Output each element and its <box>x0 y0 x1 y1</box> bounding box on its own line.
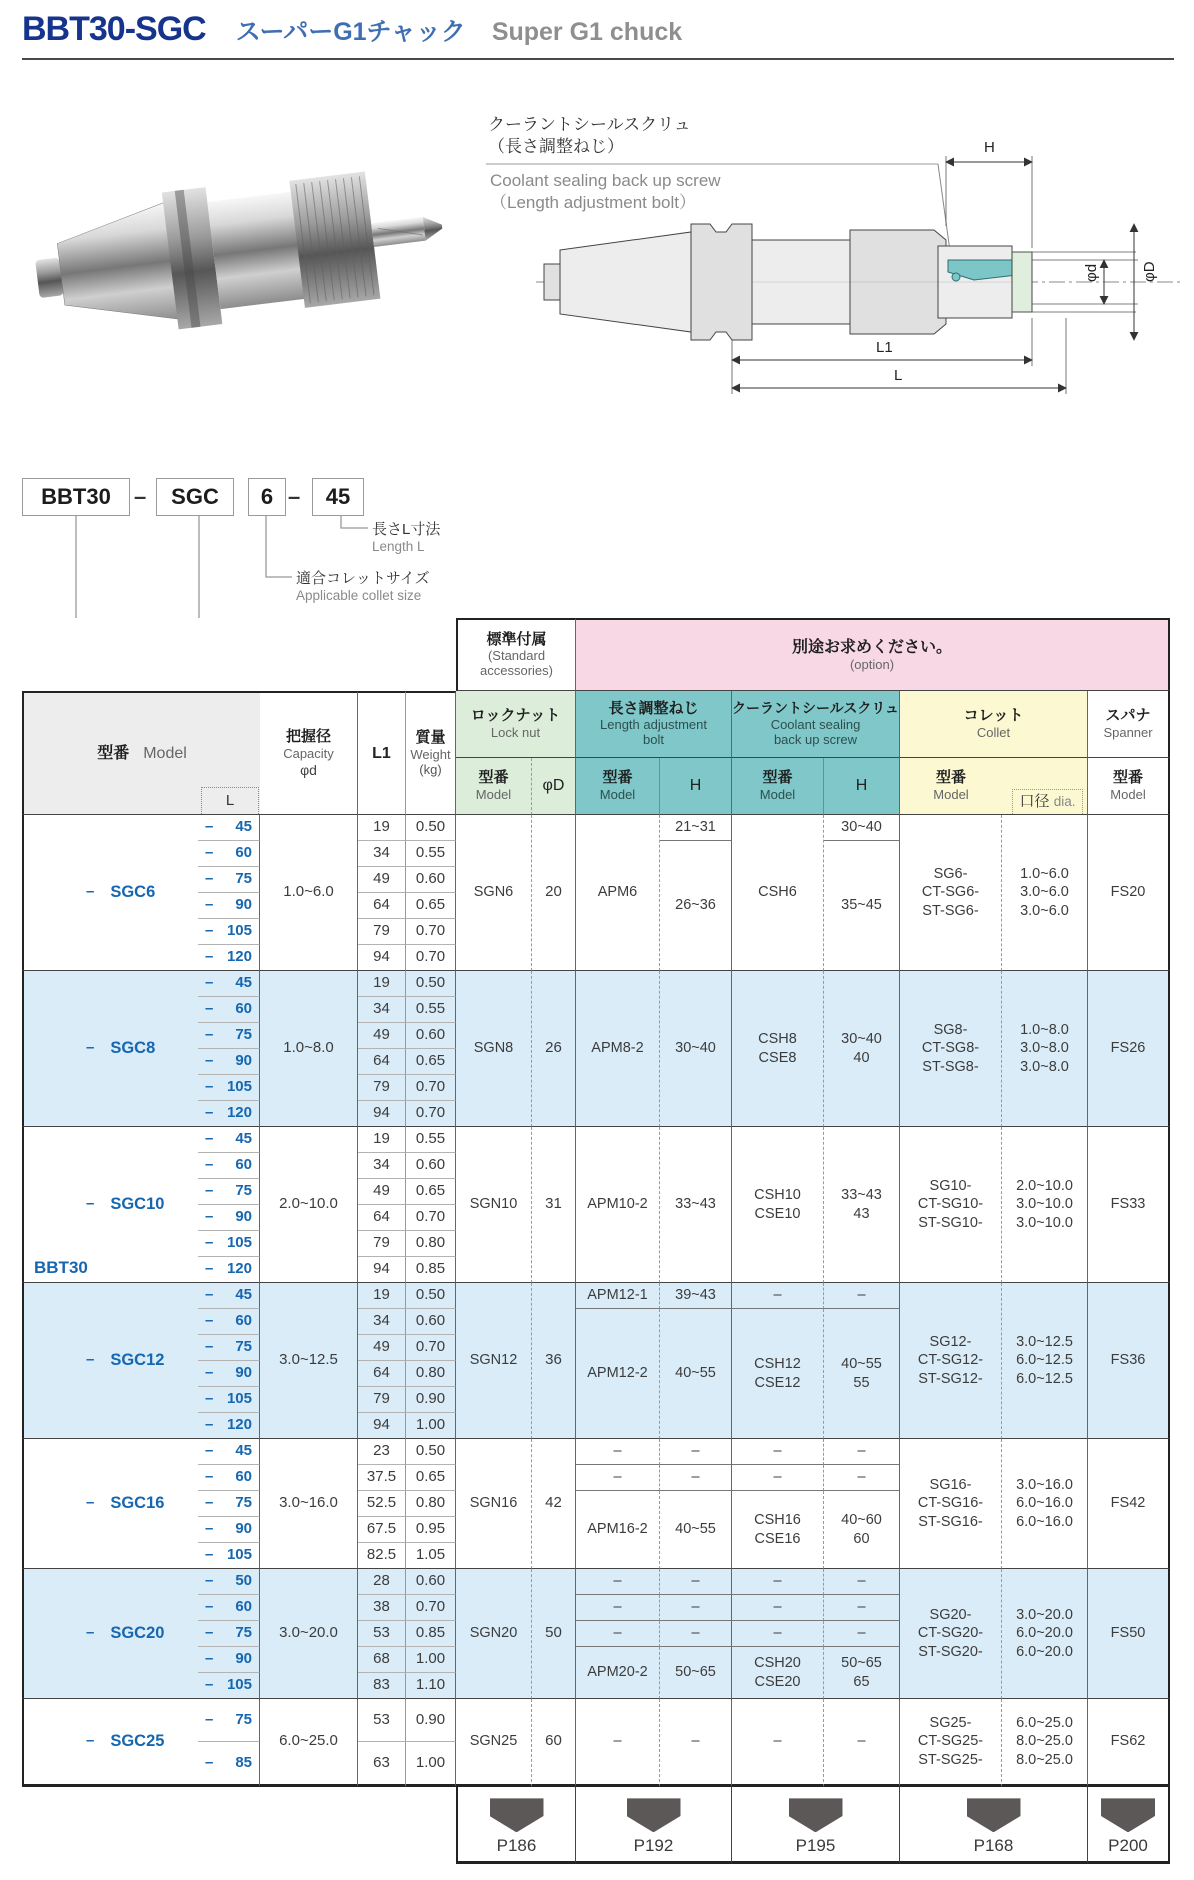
weight-value: 0.70 <box>406 1595 456 1621</box>
csh-h-value: 40~55 55 <box>824 1309 900 1439</box>
apm-h-value: 40~55 <box>660 1309 732 1439</box>
apm-model-value: APM16-2 <box>576 1491 660 1569</box>
length-l-value: – 90 <box>198 1049 260 1075</box>
csh-model-value: CSH20 CSE20 <box>732 1647 824 1699</box>
spanner-model-value: FS42 <box>1088 1439 1170 1569</box>
adjust-bolt-group-header: 長さ調整ねじ Length adjustment bolt <box>576 691 732 758</box>
csh-model-value: CSH10 CSE10 <box>732 1127 824 1283</box>
weight-value: 0.70 <box>406 1101 456 1127</box>
callout-en-line1: Coolant sealing back up screw <box>490 171 721 190</box>
coolant-screw-group-header: クーラントシールスクリュ Coolant sealing back up screw <box>732 691 900 758</box>
weight-value: 0.60 <box>406 1309 456 1335</box>
collet-dias-value: 1.0~6.0 3.0~6.0 3.0~6.0 <box>1002 815 1088 971</box>
page-title <box>22 10 1174 49</box>
csh-h-value: – <box>824 1699 900 1787</box>
standard-accessories-header: 標準付属 (Standard accessories) <box>456 618 576 691</box>
csh-h-value: – <box>824 1569 900 1595</box>
apm-h-value: – <box>660 1699 732 1787</box>
model-name: – SGC16 <box>22 1439 198 1569</box>
accessory-band <box>22 618 1170 691</box>
l1-value: 64 <box>358 1049 406 1075</box>
length-l-value: – 60 <box>198 1465 260 1491</box>
l1-value: 34 <box>358 841 406 867</box>
length-l-value: – 85 <box>198 1742 260 1787</box>
weight-value: 1.05 <box>406 1543 456 1569</box>
svg-text:φD: φD <box>1141 261 1158 282</box>
apm-model-value: – <box>576 1439 660 1465</box>
collet-models-value: SG10- CT-SG10- ST-SG10- <box>900 1127 1002 1283</box>
weight-value: 0.60 <box>406 1153 456 1179</box>
csh-h-value: – <box>824 1283 900 1309</box>
length-l-value: – 90 <box>198 1517 260 1543</box>
apm-h-value: 21~31 <box>660 815 732 841</box>
spec-table <box>22 618 1170 1864</box>
csh-h-value: 30~40 40 <box>824 971 900 1127</box>
order-box-collet-size: 6 <box>248 478 286 516</box>
weight-value: 0.70 <box>406 1205 456 1231</box>
callout-collet-size: 適合コレットサイズ Applicable collet size <box>296 570 430 603</box>
spanner-model-value: FS33 <box>1088 1127 1170 1283</box>
apm-model-value: – <box>576 1569 660 1595</box>
order-box-series: SGC <box>156 478 234 516</box>
length-l-value: – 60 <box>198 1595 260 1621</box>
apm-h-value: – <box>660 1465 732 1491</box>
csh-h-value: 50~65 65 <box>824 1647 900 1699</box>
l1-value: 38 <box>358 1595 406 1621</box>
l1-value: 64 <box>358 1361 406 1387</box>
l1-value: 94 <box>358 1257 406 1283</box>
apm-model-value: – <box>576 1595 660 1621</box>
locknut-model-subheader: 型番 Model <box>456 758 532 815</box>
spanner-model-value: FS50 <box>1088 1569 1170 1699</box>
weight-value: 0.70 <box>406 1335 456 1361</box>
l1-value: 19 <box>358 1283 406 1309</box>
collet-models-value: SG20- CT-SG20- ST-SG20- <box>900 1569 1002 1699</box>
page-ref-number: P192 <box>633 1836 674 1856</box>
page-ref-banner-icon <box>627 1798 681 1832</box>
weight-value: 0.65 <box>406 1465 456 1491</box>
l1-value: 37.5 <box>358 1465 406 1491</box>
column-group-header <box>22 691 1170 758</box>
spanner-model-value: FS20 <box>1088 815 1170 971</box>
locknut-phiD-value: 31 <box>532 1127 576 1283</box>
l1-value: 49 <box>358 1023 406 1049</box>
page-reference-cell <box>732 1787 900 1864</box>
apm-model-value: APM6 <box>576 815 660 971</box>
collet-models-value: SG8- CT-SG8- ST-SG8- <box>900 971 1002 1127</box>
l1-value: 83 <box>358 1673 406 1699</box>
model-name: – SGC8 <box>22 971 198 1127</box>
page-reference-cell <box>1088 1787 1170 1864</box>
page-reference-cell <box>576 1787 732 1864</box>
apm-h-value: 26~36 <box>660 841 732 971</box>
apm-model-value: APM10-2 <box>576 1127 660 1283</box>
spanner-model-value: FS26 <box>1088 971 1170 1127</box>
l-column-label: L <box>201 787 259 814</box>
length-l-value: – 60 <box>198 841 260 867</box>
weight-value: 0.80 <box>406 1361 456 1387</box>
model-name: – SGC25 <box>22 1699 198 1787</box>
weight-value: 0.60 <box>406 1023 456 1049</box>
spec-row-SGC12-45 <box>22 1283 1170 1309</box>
page-ref-number: P186 <box>496 1836 537 1856</box>
capacity-header: 把握径 Capacity φd <box>260 691 358 815</box>
l1-value: 79 <box>358 1075 406 1101</box>
model-name: – SGC12 <box>22 1283 198 1439</box>
length-l-value: – 120 <box>198 1413 260 1439</box>
length-l-value: – 105 <box>198 1543 260 1569</box>
csh-model-value: – <box>732 1621 824 1647</box>
collet-models-value: SG16- CT-SG16- ST-SG16- <box>900 1439 1002 1569</box>
locknut-group-header: ロックナット Lock nut <box>456 691 576 758</box>
locknut-model-value: SGN25 <box>456 1699 532 1787</box>
weight-value: 1.00 <box>406 1413 456 1439</box>
length-l-value: – 45 <box>198 1439 260 1465</box>
length-l-value: – 50 <box>198 1569 260 1595</box>
weight-value: 0.50 <box>406 971 456 997</box>
csh-model-value: CSH6 <box>732 815 824 971</box>
csh-model-value: – <box>732 1699 824 1787</box>
collet-models-value: SG6- CT-SG6- ST-SG6- <box>900 815 1002 971</box>
page-reference-cell <box>900 1787 1088 1864</box>
spec-row-SGC20-50 <box>22 1569 1170 1595</box>
svg-text:φd: φd <box>1083 263 1100 282</box>
csh-model-value: – <box>732 1465 824 1491</box>
l1-value: 34 <box>358 1309 406 1335</box>
order-dash-2: – <box>288 484 301 509</box>
l1-value: 94 <box>358 945 406 971</box>
length-l-value: – 120 <box>198 1257 260 1283</box>
collet-dias-value: 3.0~20.0 6.0~20.0 6.0~20.0 <box>1002 1569 1088 1699</box>
weight-value: 0.70 <box>406 1075 456 1101</box>
l1-value: 79 <box>358 919 406 945</box>
collet-dias-value: 3.0~16.0 6.0~16.0 6.0~16.0 <box>1002 1439 1088 1569</box>
l1-value: 34 <box>358 997 406 1023</box>
weight-value: 0.95 <box>406 1517 456 1543</box>
length-l-value: – 45 <box>198 1283 260 1309</box>
apm-model-value: APM8-2 <box>576 971 660 1127</box>
l1-header: L1 <box>358 691 406 815</box>
length-l-value: – 60 <box>198 1309 260 1335</box>
l1-value: 53 <box>358 1699 406 1742</box>
l1-value: 94 <box>358 1101 406 1127</box>
weight-value: 0.70 <box>406 919 456 945</box>
apm-h-value: – <box>660 1439 732 1465</box>
collet-models-value: SG12- CT-SG12- ST-SG12- <box>900 1283 1002 1439</box>
length-l-value: – 45 <box>198 971 260 997</box>
apm-model-value: – <box>576 1621 660 1647</box>
capacity-range: 3.0~16.0 <box>260 1439 358 1569</box>
weight-value: 1.00 <box>406 1742 456 1787</box>
order-dash-1: – <box>134 484 147 509</box>
capacity-range: 3.0~12.5 <box>260 1283 358 1439</box>
length-l-value: – 120 <box>198 945 260 971</box>
collet-dias-value: 1.0~8.0 3.0~8.0 3.0~8.0 <box>1002 971 1088 1127</box>
length-l-value: – 105 <box>198 1231 260 1257</box>
order-box-length: 45 <box>312 478 364 516</box>
l1-value: 82.5 <box>358 1543 406 1569</box>
apm-h-value: 30~40 <box>660 971 732 1127</box>
dia-label-box: 口径 dia. <box>1012 789 1083 814</box>
weight-value: 0.70 <box>406 945 456 971</box>
csh-model-value: – <box>732 1283 824 1309</box>
shank-size-row-label: BBT30 <box>34 1258 88 1277</box>
capacity-range: 6.0~25.0 <box>260 1699 358 1787</box>
l1-value: 53 <box>358 1621 406 1647</box>
weight-value: 0.80 <box>406 1491 456 1517</box>
length-l-value: – 75 <box>198 1335 260 1361</box>
apm-model-subheader: 型番 Model <box>576 758 660 815</box>
length-l-value: – 90 <box>198 1647 260 1673</box>
csh-h-value: – <box>824 1595 900 1621</box>
locknut-model-value: SGN12 <box>456 1283 532 1439</box>
tool-holder-photo <box>29 159 450 346</box>
length-l-value: – 60 <box>198 997 260 1023</box>
locknut-model-value: SGN6 <box>456 815 532 971</box>
length-l-value: – 90 <box>198 1205 260 1231</box>
spanner-model-value: FS36 <box>1088 1283 1170 1439</box>
length-l-value: – 105 <box>198 1075 260 1101</box>
model-name: – SGC10 <box>22 1127 198 1283</box>
page-ref-number: P168 <box>973 1836 1014 1856</box>
dim-h <box>946 139 1032 248</box>
length-l-value: – 120 <box>198 1101 260 1127</box>
spec-row-SGC25-75 <box>22 1699 1170 1742</box>
page-ref-banner-icon <box>490 1798 544 1832</box>
l1-value: 52.5 <box>358 1491 406 1517</box>
locknut-model-value: SGN8 <box>456 971 532 1127</box>
spec-row-SGC6-45 <box>22 815 1170 841</box>
product-photo <box>20 100 450 400</box>
capacity-range: 3.0~20.0 <box>260 1569 358 1699</box>
holder-section <box>544 224 1032 340</box>
weight-value: 0.85 <box>406 1621 456 1647</box>
apm-h-value: – <box>660 1595 732 1621</box>
apm-h-value: 39~43 <box>660 1283 732 1309</box>
spec-row-SGC8-45 <box>22 971 1170 997</box>
l1-value: 63 <box>358 1742 406 1787</box>
apm-h-value: 33~43 <box>660 1127 732 1283</box>
length-l-value: – 105 <box>198 919 260 945</box>
callout-en-line2: （Length adjustment bolt） <box>490 193 697 212</box>
page-reference-row <box>22 1787 1170 1864</box>
svg-text:L: L <box>894 367 903 384</box>
csh-h-value: – <box>824 1621 900 1647</box>
weight-value: 0.80 <box>406 1231 456 1257</box>
weight-value: 0.90 <box>406 1699 456 1742</box>
length-l-value: – 90 <box>198 893 260 919</box>
spec-row-SGC10-45 <box>22 1127 1170 1153</box>
collet-dia-subheader <box>1002 758 1088 815</box>
length-l-value: – 75 <box>198 1179 260 1205</box>
page-ref-number: P200 <box>1108 1836 1148 1856</box>
title-model-code: BBT30-SGC <box>22 10 206 48</box>
capacity-range: 1.0~6.0 <box>260 815 358 971</box>
l1-value: 19 <box>358 815 406 841</box>
locknut-phiD-value: 42 <box>532 1439 576 1569</box>
weight-value: 0.60 <box>406 867 456 893</box>
page-ref-banner-icon <box>1101 1798 1155 1832</box>
locknut-phiD-value: 60 <box>532 1699 576 1787</box>
length-l-value: – 60 <box>198 1153 260 1179</box>
collet-models-value: SG25- CT-SG25- ST-SG25- <box>900 1699 1002 1787</box>
collet-model-subheader: 型番 Model <box>900 758 1002 815</box>
l1-value: 79 <box>358 1387 406 1413</box>
csh-h-value: – <box>824 1439 900 1465</box>
weight-value: 0.65 <box>406 893 456 919</box>
length-l-value: – 105 <box>198 1387 260 1413</box>
apm-model-value: – <box>576 1465 660 1491</box>
csh-h-value: 30~40 <box>824 815 900 841</box>
length-l-value: – 75 <box>198 867 260 893</box>
weight-value: 0.60 <box>406 1569 456 1595</box>
csh-model-value: CSH16 CSE16 <box>732 1491 824 1569</box>
capacity-range: 1.0~8.0 <box>260 971 358 1127</box>
length-l-value: – 45 <box>198 815 260 841</box>
apm-model-value: APM12-1 <box>576 1283 660 1309</box>
title-english: Super G1 chuck <box>491 18 683 46</box>
csh-h-value: 40~60 60 <box>824 1491 900 1569</box>
collet-dias-value: 6.0~25.0 8.0~25.0 8.0~25.0 <box>1002 1699 1088 1787</box>
apm-model-value: APM20-2 <box>576 1647 660 1699</box>
spanner-model-value: FS62 <box>1088 1699 1170 1787</box>
csh-h-subheader: H <box>824 758 900 815</box>
model-name: – SGC20 <box>22 1569 198 1699</box>
page-reference-cell <box>456 1787 576 1864</box>
csh-model-subheader: 型番 Model <box>732 758 824 815</box>
l1-value: 19 <box>358 971 406 997</box>
collet-group-header: コレット Collet <box>900 691 1088 758</box>
csh-h-value: – <box>824 1465 900 1491</box>
spanner-model-subheader: 型番 Model <box>1088 758 1170 815</box>
locknut-model-value: SGN10 <box>456 1127 532 1283</box>
callout-length-l: 長さL寸法 Length L <box>372 521 441 554</box>
l1-value: 49 <box>358 867 406 893</box>
weight-value: 0.50 <box>406 1439 456 1465</box>
weight-value: 1.00 <box>406 1647 456 1673</box>
l1-value: 64 <box>358 893 406 919</box>
apm-model-value: – <box>576 1699 660 1787</box>
locknut-model-value: SGN20 <box>456 1569 532 1699</box>
l1-value: 94 <box>358 1413 406 1439</box>
locknut-phiD-value: 50 <box>532 1569 576 1699</box>
locknut-phiD-subheader: φD <box>532 758 576 815</box>
title-japanese: スーパーG1チャック <box>235 18 466 46</box>
l1-value: 49 <box>358 1179 406 1205</box>
model-column-header: 型番 Model L <box>22 691 260 815</box>
apm-h-subheader: H <box>660 758 732 815</box>
spec-row-SGC16-45 <box>22 1439 1170 1465</box>
collet-dias-value: 3.0~12.5 6.0~12.5 6.0~12.5 <box>1002 1283 1088 1439</box>
page-ref-number: P195 <box>795 1836 836 1856</box>
weight-value: 0.65 <box>406 1049 456 1075</box>
l1-value: 49 <box>358 1335 406 1361</box>
l1-value: 64 <box>358 1205 406 1231</box>
option-header: 別途お求めください。 (option) <box>576 618 1170 691</box>
weight-value: 0.85 <box>406 1257 456 1283</box>
weight-value: 1.10 <box>406 1673 456 1699</box>
capacity-range: 2.0~10.0 <box>260 1127 358 1283</box>
svg-text:H: H <box>984 139 995 156</box>
weight-value: 0.55 <box>406 841 456 867</box>
spanner-group-header: スパナ Spanner <box>1088 691 1170 758</box>
length-l-value: – 90 <box>198 1361 260 1387</box>
weight-value: 0.50 <box>406 815 456 841</box>
weight-header: 質量 Weight (kg) <box>406 691 456 815</box>
length-l-value: – 75 <box>198 1023 260 1049</box>
l1-value: 79 <box>358 1231 406 1257</box>
locknut-phiD-value: 20 <box>532 815 576 971</box>
weight-value: 0.55 <box>406 997 456 1023</box>
technical-drawing <box>486 104 1194 410</box>
length-l-value: – 75 <box>198 1621 260 1647</box>
locknut-phiD-value: 26 <box>532 971 576 1127</box>
weight-value: 0.55 <box>406 1127 456 1153</box>
page-ref-banner-icon <box>789 1798 843 1832</box>
length-l-value: – 105 <box>198 1673 260 1699</box>
page-ref-banner-icon <box>967 1798 1021 1832</box>
order-box-shank: BBT30 <box>22 478 130 516</box>
locknut-phiD-value: 36 <box>532 1283 576 1439</box>
l1-value: 68 <box>358 1647 406 1673</box>
l1-value: 23 <box>358 1439 406 1465</box>
l1-value: 67.5 <box>358 1517 406 1543</box>
title-rule <box>22 58 1174 60</box>
length-l-value: – 75 <box>198 1491 260 1517</box>
csh-model-value: – <box>732 1595 824 1621</box>
locknut-model-value: SGN16 <box>456 1439 532 1569</box>
callout-jp-line1: クーラントシールスクリュ <box>488 115 691 134</box>
apm-h-value: – <box>660 1621 732 1647</box>
weight-value: 0.90 <box>406 1387 456 1413</box>
csh-model-value: CSH8 CSE8 <box>732 971 824 1127</box>
apm-h-value: 40~55 <box>660 1491 732 1569</box>
weight-value: 0.50 <box>406 1283 456 1309</box>
csh-model-value: – <box>732 1439 824 1465</box>
callout-jp-line2: （長さ調整ねじ） <box>488 137 624 156</box>
apm-h-value: 50~65 <box>660 1647 732 1699</box>
csh-h-value: 35~45 <box>824 841 900 971</box>
l1-value: 28 <box>358 1569 406 1595</box>
l1-value: 34 <box>358 1153 406 1179</box>
collet-dias-value: 2.0~10.0 3.0~10.0 3.0~10.0 <box>1002 1127 1088 1283</box>
weight-value: 0.65 <box>406 1179 456 1205</box>
csh-model-value: – <box>732 1569 824 1595</box>
length-l-value: – 45 <box>198 1127 260 1153</box>
csh-h-value: 33~43 43 <box>824 1127 900 1283</box>
length-l-value: – 75 <box>198 1699 260 1742</box>
spec-table-wrap <box>22 618 1172 1864</box>
svg-text:L1: L1 <box>876 339 893 356</box>
model-name: – SGC6 <box>22 815 198 971</box>
l1-value: 19 <box>358 1127 406 1153</box>
apm-h-value: – <box>660 1569 732 1595</box>
apm-model-value: APM12-2 <box>576 1309 660 1439</box>
csh-model-value: CSH12 CSE12 <box>732 1309 824 1439</box>
